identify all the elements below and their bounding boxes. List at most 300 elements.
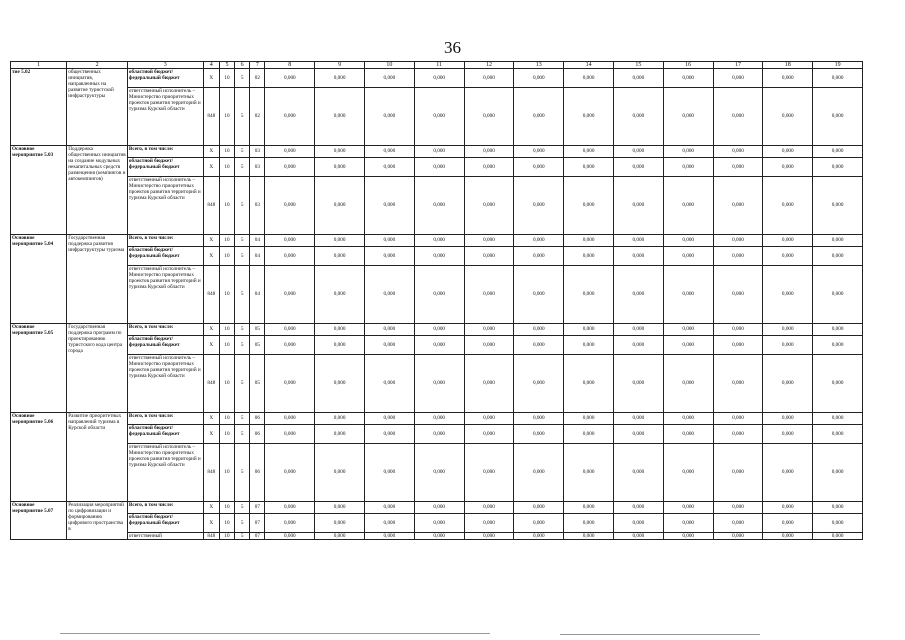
value-cell: 0,000 (364, 425, 414, 444)
value-cell: 0,000 (265, 69, 315, 88)
code-cell: 5 (235, 336, 250, 355)
value-cell: 0,000 (514, 533, 564, 540)
code-cell: 03 (250, 146, 265, 158)
value-cell: 0,000 (265, 247, 315, 266)
value-cell: 0,000 (315, 146, 365, 158)
funding-source: областной бюджет/ федеральный бюджет (127, 158, 203, 177)
value-cell: 0,000 (364, 88, 414, 146)
measure-label: Основное мероприятие 5.05 (11, 324, 67, 413)
code-cell: 848 (203, 355, 219, 413)
measure-label: тие 5.02 (11, 69, 67, 146)
value-cell: 0,000 (364, 336, 414, 355)
value-cell: 0,000 (613, 425, 663, 444)
value-cell: 0,000 (414, 336, 464, 355)
value-cell: 0,000 (315, 514, 365, 533)
value-cell: 0,000 (763, 158, 813, 177)
value-cell: 0,000 (514, 266, 564, 324)
value-cell: 0,000 (564, 514, 614, 533)
value-cell: 0,000 (414, 146, 464, 158)
column-header: 19 (813, 62, 863, 69)
value-cell: 0,000 (265, 444, 315, 502)
value-cell: 0,000 (265, 324, 315, 336)
value-cell: 0,000 (663, 514, 713, 533)
value-cell: 0,000 (464, 425, 514, 444)
value-cell: 0,000 (514, 146, 564, 158)
value-cell: 0,000 (315, 266, 365, 324)
measure-name: общественных инициатив, направленных на развитие туристской инфраструктуры (67, 69, 128, 146)
table-row (11, 158, 863, 177)
value-cell: 0,000 (265, 502, 315, 514)
value-cell: 0,000 (564, 502, 614, 514)
value-cell: 0,000 (315, 324, 365, 336)
value-cell: 0,000 (763, 146, 813, 158)
column-header: 5 (219, 62, 234, 69)
funding-source: Всего, в том числе: (127, 235, 203, 247)
funding-source: Всего, в том числе: (127, 146, 203, 158)
code-cell: 05 (250, 355, 265, 413)
value-cell: 0,000 (663, 355, 713, 413)
column-header: 11 (414, 62, 464, 69)
value-cell: 0,000 (364, 355, 414, 413)
value-cell: 0,000 (564, 533, 614, 540)
value-cell: 0,000 (663, 247, 713, 266)
table-row (11, 88, 863, 146)
value-cell: 0,000 (464, 514, 514, 533)
value-cell: 0,000 (813, 177, 863, 235)
value-cell: 0,000 (763, 266, 813, 324)
value-cell: 0,000 (613, 413, 663, 425)
value-cell: 0,000 (713, 413, 763, 425)
value-cell: 0,000 (663, 88, 713, 146)
value-cell: 0,000 (364, 158, 414, 177)
value-cell: 0,000 (414, 355, 464, 413)
funding-source: ответственный (127, 533, 203, 540)
value-cell: 0,000 (613, 324, 663, 336)
code-cell: 10 (219, 266, 234, 324)
value-cell: 0,000 (464, 355, 514, 413)
value-cell: 0,000 (813, 514, 863, 533)
value-cell: 0,000 (364, 533, 414, 540)
code-cell: 03 (250, 177, 265, 235)
value-cell: 0,000 (813, 146, 863, 158)
value-cell: 0,000 (265, 514, 315, 533)
value-cell: 0,000 (464, 502, 514, 514)
value-cell: 0,000 (265, 235, 315, 247)
value-cell: 0,000 (514, 235, 564, 247)
code-cell: Х (203, 158, 219, 177)
value-cell: 0,000 (564, 158, 614, 177)
value-cell: 0,000 (315, 444, 365, 502)
code-cell: 10 (219, 88, 234, 146)
table-row (11, 514, 863, 533)
value-cell: 0,000 (464, 444, 514, 502)
value-cell: 0,000 (613, 88, 663, 146)
value-cell: 0,000 (514, 88, 564, 146)
value-cell: 0,000 (315, 502, 365, 514)
code-cell: 848 (203, 266, 219, 324)
value-cell: 0,000 (265, 425, 315, 444)
value-cell: 0,000 (315, 69, 365, 88)
value-cell: 0,000 (364, 69, 414, 88)
code-cell: 848 (203, 444, 219, 502)
value-cell: 0,000 (663, 533, 713, 540)
value-cell: 0,000 (514, 69, 564, 88)
table-row (11, 533, 863, 540)
value-cell: 0,000 (763, 533, 813, 540)
value-cell: 0,000 (464, 324, 514, 336)
funding-source: Всего, в том числе: (127, 413, 203, 425)
value-cell: 0,000 (364, 146, 414, 158)
code-cell: 5 (235, 425, 250, 444)
page-number: 36 (444, 38, 461, 57)
code-cell: 5 (235, 502, 250, 514)
code-cell: 10 (219, 425, 234, 444)
value-cell: 0,000 (613, 502, 663, 514)
value-cell: 0,000 (265, 355, 315, 413)
value-cell: 0,000 (265, 88, 315, 146)
value-cell: 0,000 (564, 247, 614, 266)
code-cell: 03 (250, 158, 265, 177)
code-cell: 5 (235, 533, 250, 540)
value-cell: 0,000 (414, 444, 464, 502)
value-cell: 0,000 (613, 355, 663, 413)
value-cell: 0,000 (713, 514, 763, 533)
code-cell: 06 (250, 425, 265, 444)
code-cell: 10 (219, 146, 234, 158)
value-cell: 0,000 (663, 336, 713, 355)
value-cell: 0,000 (663, 235, 713, 247)
value-cell: 0,000 (663, 324, 713, 336)
value-cell: 0,000 (315, 336, 365, 355)
value-cell: 0,000 (564, 146, 614, 158)
value-cell: 0,000 (713, 336, 763, 355)
value-cell: 0,000 (414, 177, 464, 235)
value-cell: 0,000 (613, 146, 663, 158)
value-cell: 0,000 (564, 177, 614, 235)
value-cell: 0,000 (315, 247, 365, 266)
code-cell: 02 (250, 69, 265, 88)
value-cell: 0,000 (564, 355, 614, 413)
value-cell: 0,000 (514, 355, 564, 413)
code-cell: 5 (235, 355, 250, 413)
value-cell: 0,000 (414, 235, 464, 247)
value-cell: 0,000 (713, 533, 763, 540)
value-cell: 0,000 (663, 146, 713, 158)
code-cell: Х (203, 235, 219, 247)
value-cell: 0,000 (514, 502, 564, 514)
value-cell: 0,000 (613, 533, 663, 540)
value-cell: 0,000 (713, 444, 763, 502)
value-cell: 0,000 (613, 514, 663, 533)
value-cell: 0,000 (414, 514, 464, 533)
value-cell: 0,000 (663, 444, 713, 502)
measure-name: Государственная поддержка развития инфраструктуры туризма (67, 235, 128, 324)
value-cell: 0,000 (265, 177, 315, 235)
value-cell: 0,000 (813, 336, 863, 355)
code-cell: Х (203, 502, 219, 514)
value-cell: 0,000 (414, 266, 464, 324)
value-cell: 0,000 (315, 235, 365, 247)
value-cell: 0,000 (315, 533, 365, 540)
code-cell: 04 (250, 235, 265, 247)
code-cell: 07 (250, 502, 265, 514)
value-cell: 0,000 (564, 266, 614, 324)
code-cell: 848 (203, 88, 219, 146)
funding-source: ответственный исполнитель – Министерство приоритетных проектов развития территорий и туризма Курской области (127, 266, 203, 324)
code-cell: 5 (235, 158, 250, 177)
code-cell: 10 (219, 336, 234, 355)
value-cell: 0,000 (713, 247, 763, 266)
value-cell: 0,000 (364, 247, 414, 266)
value-cell: 0,000 (414, 413, 464, 425)
value-cell: 0,000 (414, 158, 464, 177)
value-cell: 0,000 (713, 177, 763, 235)
value-cell: 0,000 (514, 324, 564, 336)
value-cell: 0,000 (514, 177, 564, 235)
measure-name: Поддержка общественных инициатив на создание модульных некапитальных средств размещения (кемпингов и автокемпингов) (67, 146, 128, 235)
code-cell: Х (203, 247, 219, 266)
table-row (11, 502, 863, 514)
value-cell: 0,000 (414, 247, 464, 266)
measure-label: Основное мероприятие 5.07 (11, 502, 67, 540)
value-cell: 0,000 (763, 324, 813, 336)
value-cell: 0,000 (265, 533, 315, 540)
value-cell: 0,000 (564, 444, 614, 502)
value-cell: 0,000 (813, 247, 863, 266)
value-cell: 0,000 (514, 425, 564, 444)
measure-name: Государственная поддержка программ по проектированию туристского кода центра города (67, 324, 128, 413)
column-header: 18 (763, 62, 813, 69)
value-cell: 0,000 (364, 413, 414, 425)
value-cell: 0,000 (514, 444, 564, 502)
value-cell: 0,000 (265, 266, 315, 324)
value-cell: 0,000 (813, 158, 863, 177)
value-cell: 0,000 (564, 336, 614, 355)
funding-source: ответственный исполнитель – Министерство приоритетных проектов развития территорий и туризма Курской области (127, 444, 203, 502)
value-cell: 0,000 (414, 533, 464, 540)
value-cell: 0,000 (514, 247, 564, 266)
value-cell: 0,000 (713, 235, 763, 247)
code-cell: 04 (250, 247, 265, 266)
value-cell: 0,000 (763, 514, 813, 533)
code-cell: Х (203, 514, 219, 533)
code-cell: 02 (250, 88, 265, 146)
value-cell: 0,000 (464, 88, 514, 146)
value-cell: 0,000 (514, 336, 564, 355)
code-cell: 10 (219, 413, 234, 425)
value-cell: 0,000 (713, 69, 763, 88)
table-row (11, 355, 863, 413)
code-cell: 07 (250, 514, 265, 533)
value-cell: 0,000 (364, 514, 414, 533)
code-cell: 06 (250, 413, 265, 425)
value-cell: 0,000 (813, 69, 863, 88)
code-cell: 10 (219, 247, 234, 266)
code-cell: 5 (235, 324, 250, 336)
value-cell: 0,000 (813, 425, 863, 444)
value-cell: 0,000 (315, 158, 365, 177)
code-cell: Х (203, 413, 219, 425)
code-cell: 5 (235, 247, 250, 266)
code-cell: 5 (235, 88, 250, 146)
column-header: 1 (11, 62, 67, 69)
value-cell: 0,000 (713, 355, 763, 413)
value-cell: 0,000 (763, 177, 813, 235)
funding-source: областной бюджет/ федеральный бюджет (127, 514, 203, 533)
value-cell: 0,000 (613, 266, 663, 324)
column-header: 6 (235, 62, 250, 69)
value-cell: 0,000 (613, 247, 663, 266)
value-cell: 0,000 (564, 413, 614, 425)
code-cell: 04 (250, 266, 265, 324)
funding-source: Всего, в том числе: (127, 324, 203, 336)
code-cell: 5 (235, 266, 250, 324)
value-cell: 0,000 (763, 444, 813, 502)
value-cell: 0,000 (813, 533, 863, 540)
value-cell: 0,000 (564, 324, 614, 336)
code-cell: 10 (219, 158, 234, 177)
code-cell: 5 (235, 146, 250, 158)
code-cell: 06 (250, 444, 265, 502)
table-row (11, 425, 863, 444)
code-cell: 07 (250, 533, 265, 540)
value-cell: 0,000 (265, 158, 315, 177)
value-cell: 0,000 (464, 266, 514, 324)
code-cell: 10 (219, 444, 234, 502)
value-cell: 0,000 (364, 502, 414, 514)
code-cell: Х (203, 336, 219, 355)
measure-name: Развитие приоритетных направлений туризма в Курской области (67, 413, 128, 502)
value-cell: 0,000 (613, 177, 663, 235)
code-cell: 5 (235, 235, 250, 247)
table-row (11, 235, 863, 247)
value-cell: 0,000 (713, 324, 763, 336)
funding-source: областной бюджет/ федеральный бюджет (127, 336, 203, 355)
value-cell: 0,000 (364, 324, 414, 336)
code-cell: 848 (203, 533, 219, 540)
column-header: 10 (364, 62, 414, 69)
value-cell: 0,000 (315, 88, 365, 146)
value-cell: 0,000 (464, 413, 514, 425)
table-row (11, 146, 863, 158)
code-cell: 5 (235, 177, 250, 235)
code-cell: 10 (219, 324, 234, 336)
measure-label: Основное мероприятие 5.04 (11, 235, 67, 324)
bottom-edge-line (60, 633, 490, 634)
value-cell: 0,000 (613, 158, 663, 177)
value-cell: 0,000 (564, 425, 614, 444)
value-cell: 0,000 (663, 266, 713, 324)
column-header: 4 (203, 62, 219, 69)
funding-source: областной бюджет/ федеральный бюджет (127, 425, 203, 444)
value-cell: 0,000 (713, 502, 763, 514)
column-header: 16 (663, 62, 713, 69)
bottom-edge-line (560, 634, 760, 635)
value-cell: 0,000 (364, 444, 414, 502)
value-cell: 0,000 (464, 235, 514, 247)
value-cell: 0,000 (713, 88, 763, 146)
value-cell: 0,000 (464, 69, 514, 88)
code-cell: Х (203, 425, 219, 444)
table-row (11, 247, 863, 266)
value-cell: 0,000 (315, 413, 365, 425)
value-cell: 0,000 (514, 413, 564, 425)
value-cell: 0,000 (663, 413, 713, 425)
table-row (11, 444, 863, 502)
value-cell: 0,000 (364, 177, 414, 235)
value-cell: 0,000 (763, 247, 813, 266)
code-cell: Х (203, 324, 219, 336)
code-cell: Х (203, 69, 219, 88)
code-cell: 10 (219, 514, 234, 533)
funding-source: Всего, в том числе: (127, 502, 203, 514)
funding-source: областной бюджет/ федеральный бюджет (127, 247, 203, 266)
funding-source: ответственный исполнитель – Министерство приоритетных проектов развития территорий и туризма Курской области (127, 177, 203, 235)
code-cell: 848 (203, 177, 219, 235)
value-cell: 0,000 (663, 425, 713, 444)
table-row (11, 69, 863, 88)
code-cell: 10 (219, 177, 234, 235)
value-cell: 0,000 (514, 514, 564, 533)
code-cell: 10 (219, 355, 234, 413)
value-cell: 0,000 (763, 88, 813, 146)
value-cell: 0,000 (464, 533, 514, 540)
value-cell: 0,000 (713, 266, 763, 324)
header-row (11, 62, 863, 69)
value-cell: 0,000 (315, 177, 365, 235)
value-cell: 0,000 (813, 413, 863, 425)
value-cell: 0,000 (763, 502, 813, 514)
value-cell: 0,000 (514, 158, 564, 177)
value-cell: 0,000 (613, 444, 663, 502)
value-cell: 0,000 (763, 355, 813, 413)
value-cell: 0,000 (315, 425, 365, 444)
value-cell: 0,000 (265, 336, 315, 355)
value-cell: 0,000 (713, 425, 763, 444)
value-cell: 0,000 (564, 69, 614, 88)
value-cell: 0,000 (265, 146, 315, 158)
table-row (11, 177, 863, 235)
column-header: 14 (564, 62, 614, 69)
table-row (11, 413, 863, 425)
value-cell: 0,000 (763, 425, 813, 444)
column-header: 17 (713, 62, 763, 69)
value-cell: 0,000 (613, 235, 663, 247)
value-cell: 0,000 (813, 444, 863, 502)
column-header: 3 (127, 62, 203, 69)
funding-source: областной бюджет/ федеральный бюджет (127, 69, 203, 88)
value-cell: 0,000 (364, 266, 414, 324)
value-cell: 0,000 (613, 69, 663, 88)
value-cell: 0,000 (763, 235, 813, 247)
value-cell: 0,000 (464, 177, 514, 235)
value-cell: 0,000 (613, 336, 663, 355)
value-cell: 0,000 (414, 425, 464, 444)
value-cell: 0,000 (564, 88, 614, 146)
column-header: 15 (613, 62, 663, 69)
code-cell: 5 (235, 69, 250, 88)
column-header: 2 (67, 62, 128, 69)
code-cell: 5 (235, 444, 250, 502)
value-cell: 0,000 (315, 355, 365, 413)
code-cell: 5 (235, 514, 250, 533)
value-cell: 0,000 (414, 69, 464, 88)
table-row (11, 266, 863, 324)
value-cell: 0,000 (364, 235, 414, 247)
column-header: 7 (250, 62, 265, 69)
value-cell: 0,000 (763, 413, 813, 425)
value-cell: 0,000 (414, 502, 464, 514)
